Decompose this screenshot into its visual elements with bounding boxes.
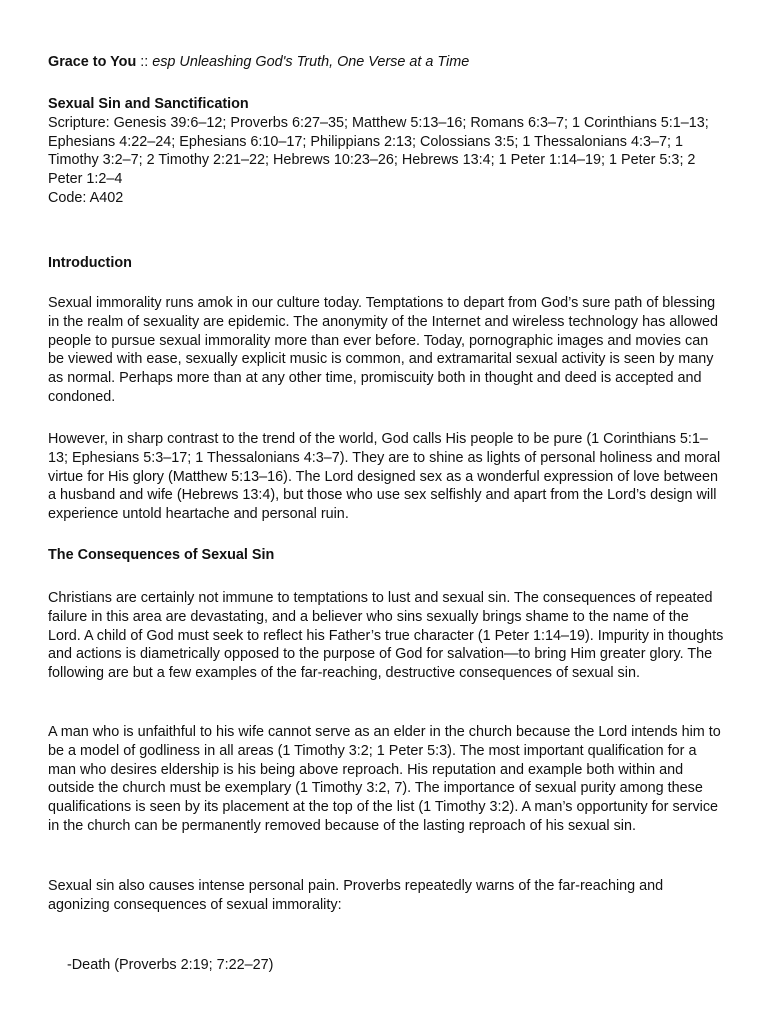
intro-paragraph-2: However, in sharp contrast to the trend of the world, God calls His people to be pure (1 Corinthians 5:1–13; Ephesians 5:3–17; 1 Thessalonians 4:3–7). They are to shine as lights of personal holiness and moral virtue for His glory (Matthew 5:13–16). The Lord designed sex as a wonderful expression of love between a husband and wife (Hebrews 13:4), but those who use sex selfishly and apart from the Lord’s design will experience untold heartache and personal ruin. [48,431,721,523]
consequences-paragraph-3: Sexual sin also causes intense personal pain. Proverbs repeatedly warns of the far-reaching and agonizing consequences of sexual immorality: [48,878,664,913]
article-code: Code: A402 [48,189,124,206]
article-title: Sexual Sin and Sanctification [48,96,249,112]
ministry-tagline: esp Unleashing God's Truth, One Verse at a Time [152,54,470,70]
consequences-paragraph-1: Christians are certainly not immune to temptations to lust and sexual sin. The consequences of repeated failure in this area are devastating, and a believer who sins sexually brings shame to the name of the Lord. A child of God must seek to reflect his Father’s true character (1 Peter 1:14–19). Impurity in thoughts and actions is diametrically opposed to the purpose of God for salvation—to bring Him greater glory. The following are but a few examples of the far-reaching, destructive consequences of sexual sin. [48,590,724,682]
section-heading-consequences: The Consequences of Sexual Sin [48,547,275,563]
scripture-references: Scripture: Genesis 39:6–12; Proverbs 6:27–35; Matthew 5:13–16; Romans 6:3–7; 1 Corinthians 5:1–13; Ephesians 4:22–24; Ephesians 6:10–17; Philippians 2:13; Colossians 3:5; 1 Thessalonians 4:3–7; 1 Timothy 3:2–7; 2 Timothy 2:21–22; Hebrews 10:23–26; Hebrews 13:4; 1 Peter 1:14–19; 1 Peter 5:3; 2 Peter 1:2–4 [48,114,709,188]
ministry-name: Grace to You [48,54,137,70]
page-header [48,53,469,72]
section-heading-introduction: Introduction [48,255,132,271]
consequences-paragraph-2: A man who is unfaithful to his wife cannot serve as an elder in the church because the Lord intends him to be a model of godliness in all areas (1 Timothy 3:2; 1 Peter 5:3). The most important qualification for a man who desires eldership is his being above reproach. His reputation and example both within and outside the church must be exemplary (1 Timothy 3:2, 7). The importance of sexual purity among these qualifications is seen by its placement at the top of the list (1 Timothy 3:2). A man’s opportunity for service in the church can be permanently removed because of the lasting reproach of his sexual sin. [48,724,721,834]
intro-paragraph-1: Sexual immorality runs amok in our culture today. Temptations to depart from God’s sure path of blessing in the realm of sexuality are epidemic. The anonymity of the Internet and wireless technology has allowed people to pursue sexual immorality more than ever before. Today, pornographic images and movies can be viewed with ease, sexually explicit music is common, and extramarital sexual activity is seen by many as normal. Perhaps more than at any other time, promiscuity both in thought and deed is accepted and condoned. [48,295,719,405]
header-separator: :: [136,54,153,70]
article-info [48,95,724,208]
consequence-list-item: -Death (Proverbs 2:19; 7:22–27) [67,957,274,973]
